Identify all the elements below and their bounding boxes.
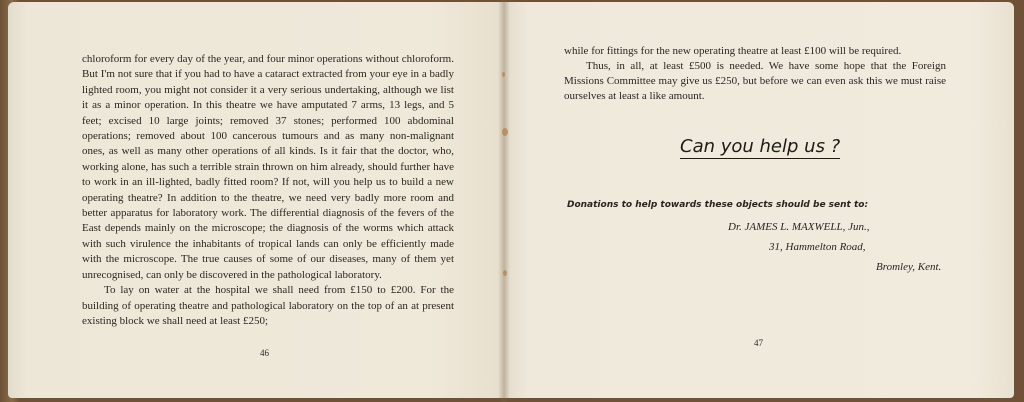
right-page-body <box>564 44 946 104</box>
left-page-body <box>82 52 454 329</box>
paper-stain <box>503 270 507 276</box>
paper-stain <box>502 72 505 77</box>
appeal-heading: Can you help us ? <box>680 136 841 157</box>
page-number-left: 46 <box>260 348 269 358</box>
right-page <box>504 2 1014 398</box>
right-paragraph-2: Thus, in all, at least £500 is needed. We have some hope that the Foreign Missions Committee may give us £250, but before we can even ask this we must raise ourselves at least a like amount. <box>564 60 946 102</box>
right-paragraph-1: while for fittings for the new operating theatre at least £100 will be required. <box>564 45 902 57</box>
left-paragraph-2: To lay on water at the hospital we shall need from £150 to £200. For the building of operating theatre and pathological laboratory on the top of an at present existing block we shall need at least £250; <box>82 284 454 327</box>
left-paragraph-1: chloroform for every day of the year, and four minor operations without chloroform. But I'm not sure that if you had to have a cataract extracted from your eye in a badly lighted room, you might not consider it a very serious undertaking, although we list it as a minor operation. In this theatre we have amputated 7 arms, 13 legs, and 5 feet; excised 10 large joints; removed 37 stones; performed 100 abdominal operations; removed about 100 cancerous tumours and as many non-malignant ones, as well as many other operations of all kinds. Is it fair that the doctor, who, working alone, has such a terrible strain thrown on him already, should further have to work in an ill-lighted, badly fitted room? If not, will you help us to build a new operating theatre? In addition to the theatre, we need very badly more room and better apparatus for laboratory work. The differential diagnosis of the fevers of the East depends mainly on the microscope; the diagnosis of the worms which attack with such virulence the inhabitants of tropical lands can only be efficiently made with the microscope. The true causes of some of our diseases, many of them yet unrecognised, can only be discovered in the pathological laboratory. <box>82 53 454 281</box>
address-name: Dr. JAMES L. MAXWELL, Jun., <box>728 221 870 233</box>
donations-instruction: Donations to help towards these objects should be sent to: <box>567 200 869 210</box>
address-street: 31, Hammelton Road, <box>769 241 866 253</box>
left-page <box>8 2 504 398</box>
page-number-right: 47 <box>754 338 763 348</box>
paper-stain <box>502 128 508 136</box>
address-town: Bromley, Kent. <box>876 261 942 273</box>
